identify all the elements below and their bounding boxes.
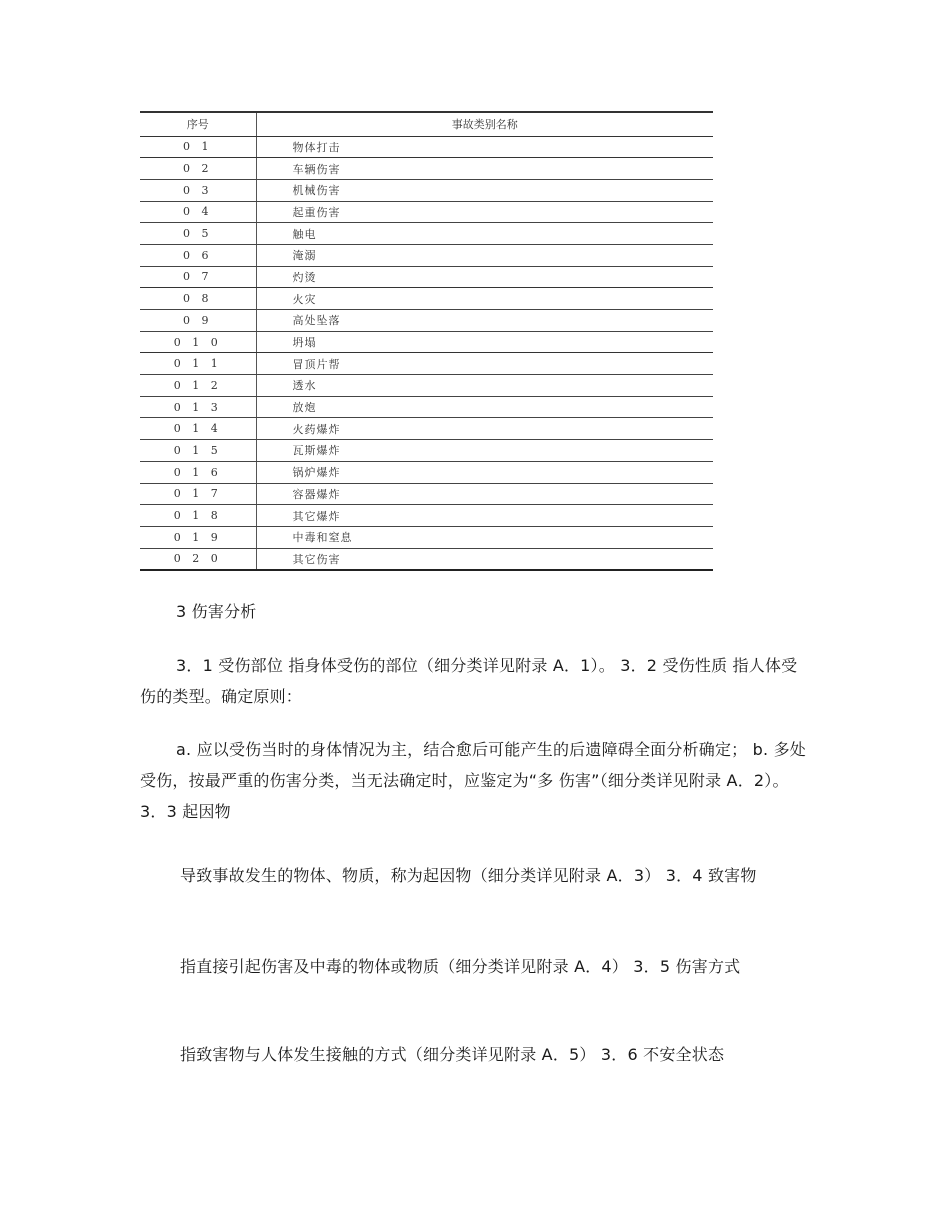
table-row <box>140 440 713 462</box>
paragraph-injury-mode <box>140 1039 812 1070</box>
category-name-cell: 淹溺 <box>256 244 713 266</box>
table-row <box>140 201 713 223</box>
table-header-row <box>140 112 713 136</box>
category-name-cell: 灼烫 <box>256 266 713 288</box>
serial-number-cell: 0 1 4 <box>140 418 256 440</box>
header-serial-number: 序号 <box>140 112 256 136</box>
serial-number-cell: 0 6 <box>140 244 256 266</box>
serial-number-cell: 0 1 5 <box>140 440 256 462</box>
serial-number-cell: 0 9 <box>140 310 256 332</box>
category-name-cell: 车辆伤害 <box>256 158 713 180</box>
table-row <box>140 483 713 505</box>
header-category-name: 事故类别名称 <box>256 112 713 136</box>
section-heading-container <box>140 596 812 627</box>
paragraph-text: a. 应以受伤当时的身体情况为主，结合愈后可能产生的后遗障碍全面分析确定； b. 多处受伤，按最严重的伤害分类，当无法确定时，应鉴定为“多 伤害”（细分类详见附录 A．2）。 3．3 起因物 <box>140 740 806 821</box>
table-row <box>140 548 713 570</box>
section-heading: 3 伤害分析 <box>176 602 257 621</box>
category-name-cell: 瓦斯爆炸 <box>256 440 713 462</box>
serial-number-cell: 0 1 1 <box>140 353 256 375</box>
table-row <box>140 505 713 527</box>
category-name-cell: 透水 <box>256 375 713 397</box>
table-row <box>140 353 713 375</box>
category-name-cell: 机械伤害 <box>256 179 713 201</box>
paragraph-injuring-object <box>140 951 812 982</box>
table-row <box>140 288 713 310</box>
serial-number-cell: 0 4 <box>140 201 256 223</box>
paragraph-text: 指直接引起伤害及中毒的物体或物质（细分类详见附录 A．4） 3．5 伤害方式 <box>180 957 741 976</box>
table-row <box>140 418 713 440</box>
serial-number-cell: 0 1 3 <box>140 396 256 418</box>
table-body <box>140 136 713 570</box>
serial-number-cell: 0 1 7 <box>140 483 256 505</box>
serial-number-cell: 0 1 <box>140 136 256 158</box>
table-row <box>140 136 713 158</box>
paragraph-text: 3．1 受伤部位 指身体受伤的部位（细分类详见附录 A．1）。 3．2 受伤性质 指人体受伤的类型。确定原则： <box>140 656 798 706</box>
category-name-cell: 坍塌 <box>256 331 713 353</box>
category-name-cell: 起重伤害 <box>256 201 713 223</box>
serial-number-cell: 0 3 <box>140 179 256 201</box>
category-name-cell: 触电 <box>256 223 713 245</box>
category-name-cell: 锅炉爆炸 <box>256 461 713 483</box>
serial-number-cell: 0 1 0 <box>140 331 256 353</box>
accident-category-table-wrap <box>140 111 713 571</box>
table-row <box>140 266 713 288</box>
serial-number-cell: 0 1 2 <box>140 375 256 397</box>
category-name-cell: 火药爆炸 <box>256 418 713 440</box>
paragraph-text: 指致害物与人体发生接触的方式（细分类详见附录 A．5） 3．6 不安全状态 <box>180 1045 725 1064</box>
category-name-cell: 容器爆炸 <box>256 483 713 505</box>
table-row <box>140 179 713 201</box>
serial-number-cell: 0 1 9 <box>140 526 256 548</box>
serial-number-cell: 0 2 <box>140 158 256 180</box>
category-name-cell: 放炮 <box>256 396 713 418</box>
category-name-cell: 高处坠落 <box>256 310 713 332</box>
category-name-cell: 中毒和窒息 <box>256 526 713 548</box>
table-row <box>140 310 713 332</box>
table-row <box>140 375 713 397</box>
serial-number-cell: 0 5 <box>140 223 256 245</box>
paragraph-injury-location <box>140 650 812 712</box>
serial-number-cell: 0 7 <box>140 266 256 288</box>
table-row <box>140 158 713 180</box>
serial-number-cell: 0 1 8 <box>140 505 256 527</box>
table-row <box>140 244 713 266</box>
table-row <box>140 223 713 245</box>
serial-number-cell: 0 8 <box>140 288 256 310</box>
category-name-cell: 其它伤害 <box>256 548 713 570</box>
category-name-cell: 其它爆炸 <box>256 505 713 527</box>
table-row <box>140 331 713 353</box>
table-row <box>140 526 713 548</box>
serial-number-cell: 0 2 0 <box>140 548 256 570</box>
table-row <box>140 396 713 418</box>
serial-number-cell: 0 1 6 <box>140 461 256 483</box>
category-name-cell: 物体打击 <box>256 136 713 158</box>
accident-category-table <box>140 111 713 571</box>
category-name-cell: 冒顶片帮 <box>256 353 713 375</box>
table-row <box>140 461 713 483</box>
paragraph-text: 导致事故发生的物体、物质，称为起因物（细分类详见附录 A．3） 3．4 致害物 <box>180 866 757 885</box>
paragraph-causing-object <box>140 860 812 891</box>
category-name-cell: 火灾 <box>256 288 713 310</box>
paragraph-determination-principles <box>140 734 812 827</box>
